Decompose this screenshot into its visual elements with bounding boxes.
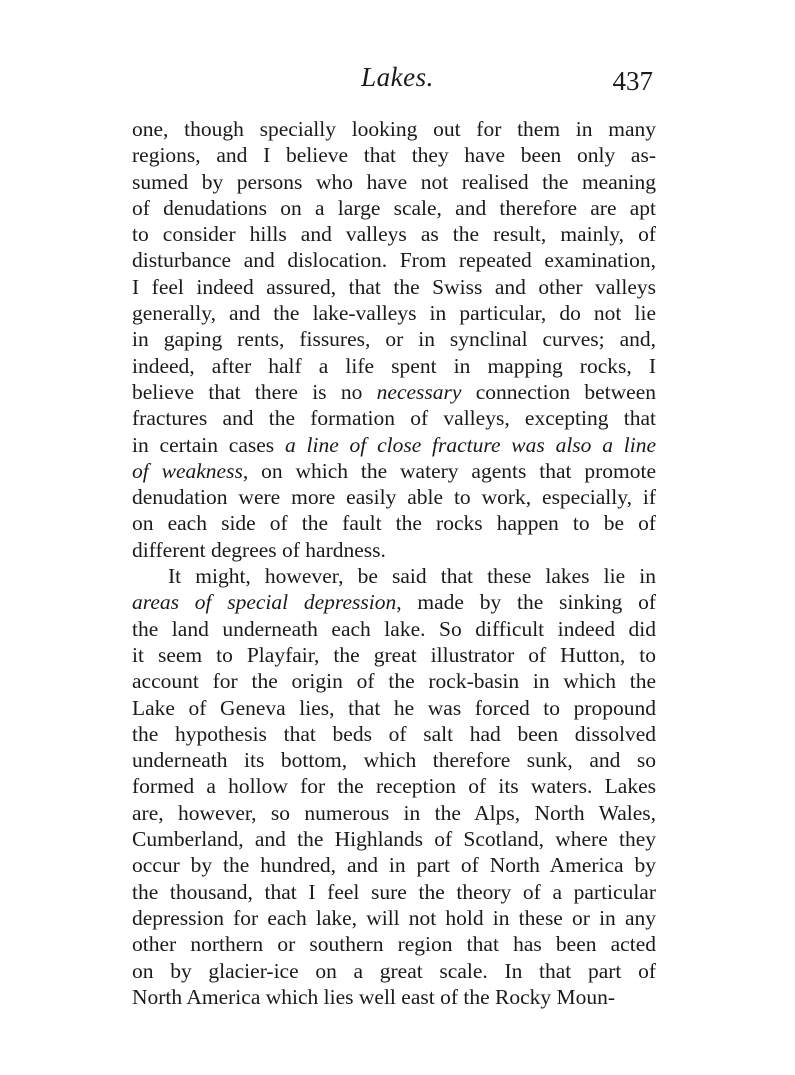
text-segment: other northern or southern region that has been acted	[132, 932, 656, 957]
italic-text: a line of close fracture was also a line	[284, 432, 656, 457]
text-segment: Cumberland, and the Highlands of Scotland, where they	[132, 827, 656, 852]
text-line	[132, 537, 656, 563]
page-number: 437	[612, 66, 653, 96]
text-segment: it seem to Playfair, the great illustrator of Hutton, to	[132, 642, 656, 667]
text-line	[132, 405, 656, 431]
text-line	[132, 905, 656, 931]
text-line	[132, 247, 656, 273]
text-segment: different degrees of hardness.	[132, 537, 386, 562]
text-line	[132, 300, 656, 326]
text-line	[132, 169, 656, 195]
text-segment: on by glacier-ice on a great scale. In that part of	[132, 958, 656, 983]
text-segment: the hypothesis that beds of salt had been dissolved	[132, 721, 656, 746]
text-segment: account for the origin of the rock-basin in which the	[132, 669, 656, 694]
text-segment: North America which lies well east of the Rocky Moun-	[132, 984, 616, 1009]
text-line	[132, 510, 656, 536]
text-line	[132, 773, 656, 799]
text-segment: of denudations on a large scale, and therefore are apt	[132, 195, 656, 220]
text-line	[132, 484, 656, 510]
text-segment: the thousand, that I feel sure the theory of a particular	[132, 879, 656, 904]
running-head-title: Lakes.	[361, 62, 434, 92]
text-line	[132, 221, 656, 247]
text-segment: denudation were more easily able to work, especially, if	[132, 485, 656, 510]
text-line	[132, 116, 656, 142]
text-segment: fractures and the formation of valleys, excepting that	[132, 406, 656, 431]
text-line	[132, 642, 656, 668]
text-segment: Lake of Geneva lies, that he was forced to propound	[132, 695, 656, 720]
text-line	[132, 589, 656, 615]
text-line	[132, 958, 656, 984]
text-segment: connection between	[461, 379, 657, 404]
italic-text: of weakness	[132, 458, 243, 483]
text-segment: regions, and I believe that they have been only as-	[132, 143, 656, 168]
text-segment: disturbance and dislocation. From repeated examination,	[132, 248, 656, 273]
text-line	[132, 432, 656, 458]
text-line	[132, 458, 656, 484]
text-segment: occur by the hundred, and in part of North America by	[132, 853, 656, 878]
text-segment: in certain cases	[132, 432, 285, 457]
text-segment: underneath its bottom, which therefore sunk, and so	[132, 748, 656, 773]
text-line	[132, 668, 656, 694]
text-line	[132, 984, 656, 1010]
text-line	[132, 721, 656, 747]
text-segment: in gaping rents, fissures, or in synclinal curves; and,	[132, 327, 656, 352]
text-line	[132, 379, 656, 405]
text-segment: on each side of the fault the rocks happen to be of	[132, 511, 656, 536]
text-segment: , made by the sinking of	[396, 590, 656, 615]
text-line	[132, 274, 656, 300]
text-segment: sumed by persons who have not realised the meaning	[132, 169, 656, 194]
text-segment: I feel indeed assured, that the Swiss and other valleys	[132, 274, 656, 299]
body-text	[132, 116, 656, 1010]
text-segment: generally, and the lake-valleys in particular, do not lie	[132, 301, 656, 326]
text-line	[132, 616, 656, 642]
text-segment: believe that there is no	[132, 379, 377, 404]
italic-text: necessary	[376, 379, 462, 404]
running-head	[0, 62, 795, 98]
paragraph-1	[132, 116, 656, 563]
text-line	[132, 852, 656, 878]
paragraph-2	[132, 563, 656, 1010]
text-segment: the land underneath each lake. So difficult indeed did	[132, 616, 656, 641]
text-line	[132, 353, 656, 379]
text-line	[132, 326, 656, 352]
text-segment: , on which the watery agents that promote	[242, 458, 656, 483]
text-line	[132, 142, 656, 168]
text-line	[132, 563, 656, 589]
text-line	[132, 826, 656, 852]
text-line	[132, 695, 656, 721]
text-line	[132, 800, 656, 826]
text-line	[132, 879, 656, 905]
text-segment: are, however, so numerous in the Alps, North Wales,	[132, 800, 656, 825]
italic-text: areas of special depression	[132, 590, 397, 615]
text-line	[132, 195, 656, 221]
text-segment: depression for each lake, will not hold in these or in any	[132, 905, 656, 930]
text-line	[132, 931, 656, 957]
text-line	[132, 747, 656, 773]
text-segment: formed a hollow for the reception of its waters. Lakes	[132, 774, 656, 799]
text-segment: It might, however, be said that these lakes lie in	[168, 564, 656, 589]
text-segment: one, though specially looking out for them in many	[132, 117, 656, 141]
text-segment: to consider hills and valleys as the result, mainly, of	[132, 222, 656, 247]
text-segment: indeed, after half a life spent in mapping rocks, I	[132, 353, 656, 378]
